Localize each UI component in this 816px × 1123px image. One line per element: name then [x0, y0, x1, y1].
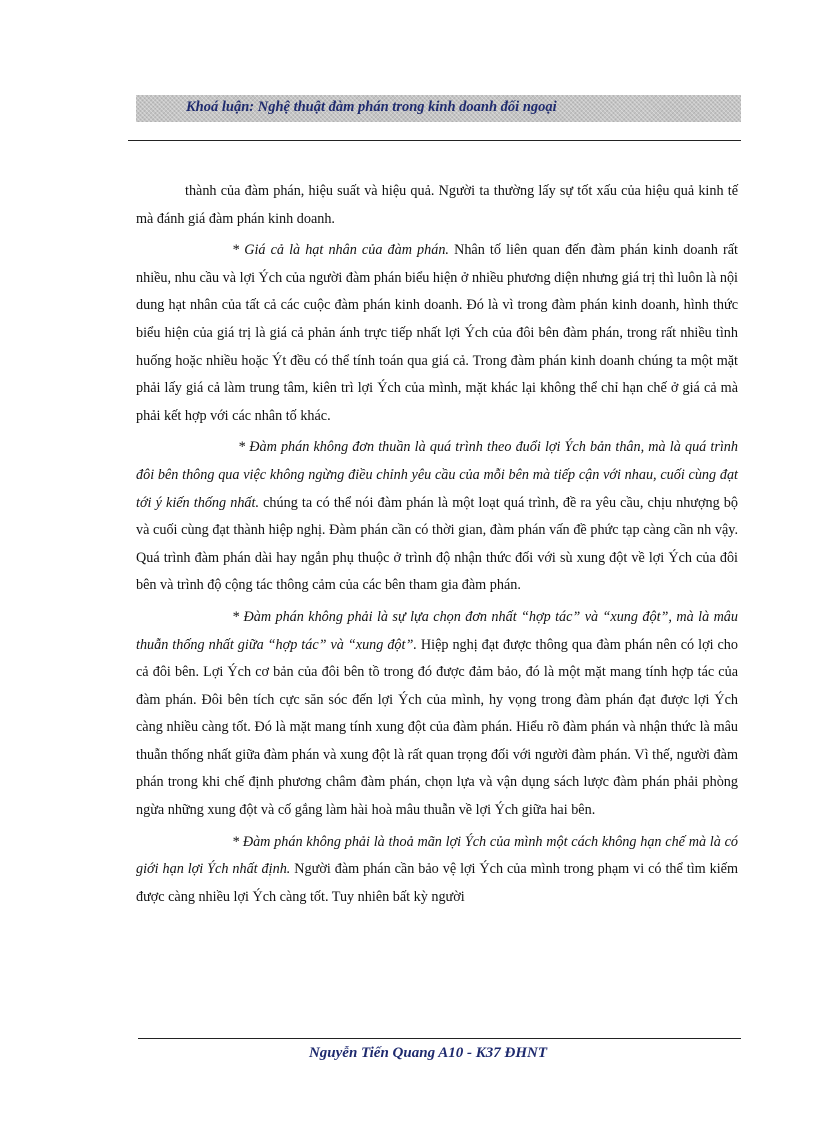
paragraph-text: Hiệp nghị đạt được thông qua đàm phán nên có lợi cho cả đôi bên. Lợi Ých cơ bản của đôi bên tồ trong đó được đảm bảo, đó là một mặt mang tính hợp tác của đàm phán. Đôi bên tích cực săn sóc đến lợi Ých của mình, hy vọng trong đàm phán đạt được lợi Ých càng nhiều càng tốt. Đó là mặt mang tính xung đột của đàm phán. Hiểu rõ đàm phán và nhận thức là mâu thuẫn thống nhất giữa đàm phán và xung đột là rất quan trọng đối với người đàm phán. Vì thế, người đàm phán trong khi chế định phương châm đàm phán, chọn lựa và vận dụng sách lược đàm phán phải phòng ngừa những xung đột và cố gắng làm hài hoà mâu thuẫn về lợi Ých giữa hai bên. [136, 636, 738, 819]
paragraph-lead: * Đàm phán không phải là thoả mãn lợi Ých của mình một cách không hạn chế mà là có giới hạn lợi Ých nhất định. [136, 833, 738, 878]
paragraph [136, 604, 738, 825]
paragraph-lead: * Đàm phán không đơn thuần là quá trình theo đuổi lợi Ých bản thân, mà là quá trình đôi bên thông qua việc không ngừng điều chỉnh yêu cầu của mỗi bên mà tiếp cận với nhau, cuối cùng đạt tới ý kiến thống nhất. [136, 439, 738, 511]
paragraph [136, 237, 738, 430]
paragraph-text: Người đàm phán cần bảo vệ lợi Ých của mình trong phạm vi có thể tìm kiếm được càng nhiều lợi Ých càng tốt. Tuy nhiên bất kỳ người [136, 861, 739, 905]
paragraph [136, 434, 738, 600]
footer-rule [138, 1038, 741, 1039]
body-text [136, 178, 738, 915]
paragraph-lead: * Đàm phán không phải là sự lựa chọn đơn nhất “hợp tác” và “xung đột”, mà là mâu thuẫn thống nhất giữa “hợp tác” và “xung đột”. [136, 608, 738, 653]
paragraph [136, 178, 738, 233]
header-rule [128, 140, 741, 141]
header-band [136, 95, 741, 122]
paragraph-lead: * Giá cả là hạt nhân của đàm phán. [232, 242, 449, 259]
paragraph-text: chúng ta có thể nói đàm phán là một loạt quá trình, đề ra yêu cầu, chịu nhượng bộ và cuối cùng đạt thành hiệp nghị. Đàm phán cần có thời gian, đàm phán vấn đề phức tạp càng cần nh vậy. Quá trình đàm phán dài hay ngắn phụ thuộc ở trình độ nhận thức đối với sù xung đột về lợi Ých của đôi bên và trình độ cộng tác thông cảm của các bên tham gia đàm phán. [136, 494, 738, 594]
document-title: Khoá luận: Nghệ thuật đàm phán trong kinh doanh đối ngoại [186, 99, 557, 115]
paragraph-text: thành của đàm phán, hiệu suất và hiệu quả. Người ta thường lấy sự tốt xấu của hiệu quả kinh tế mà đánh giá đàm phán kinh doanh. [136, 183, 738, 227]
paragraph-text: Nhân tố liên quan đến đàm phán kinh doanh rất nhiều, nhu cầu và lợi Ých của người đàm phán biểu hiện ở nhiều phương diện nhưng giá trị thì luôn là nội dung hạt nhân của tất cả các cuộc đàm phán kinh doanh. Đó là vì trong đàm phán kinh doanh, hình thức biểu hiện của giá trị là giá cả phản ánh trực tiếp nhất lợi Ých của đôi bên đàm phán, trong rất nhiều tình huống hoặc nhiều hoặc Ýt đều có thể tính toán qua giá cả. Trong đàm phán kinh doanh chúng ta một mặt phải lấy giá cả làm trung tâm, kiên trì lợi Ých của mình, mặt khác lại không thể chỉ hạn chế ở giá cả mà phải kết hợp với các nhân tố khác. [136, 242, 738, 424]
footer-author: Nguyễn Tiến Quang A10 - K37 ĐHNT [308, 1045, 548, 1061]
paragraph [136, 829, 738, 912]
